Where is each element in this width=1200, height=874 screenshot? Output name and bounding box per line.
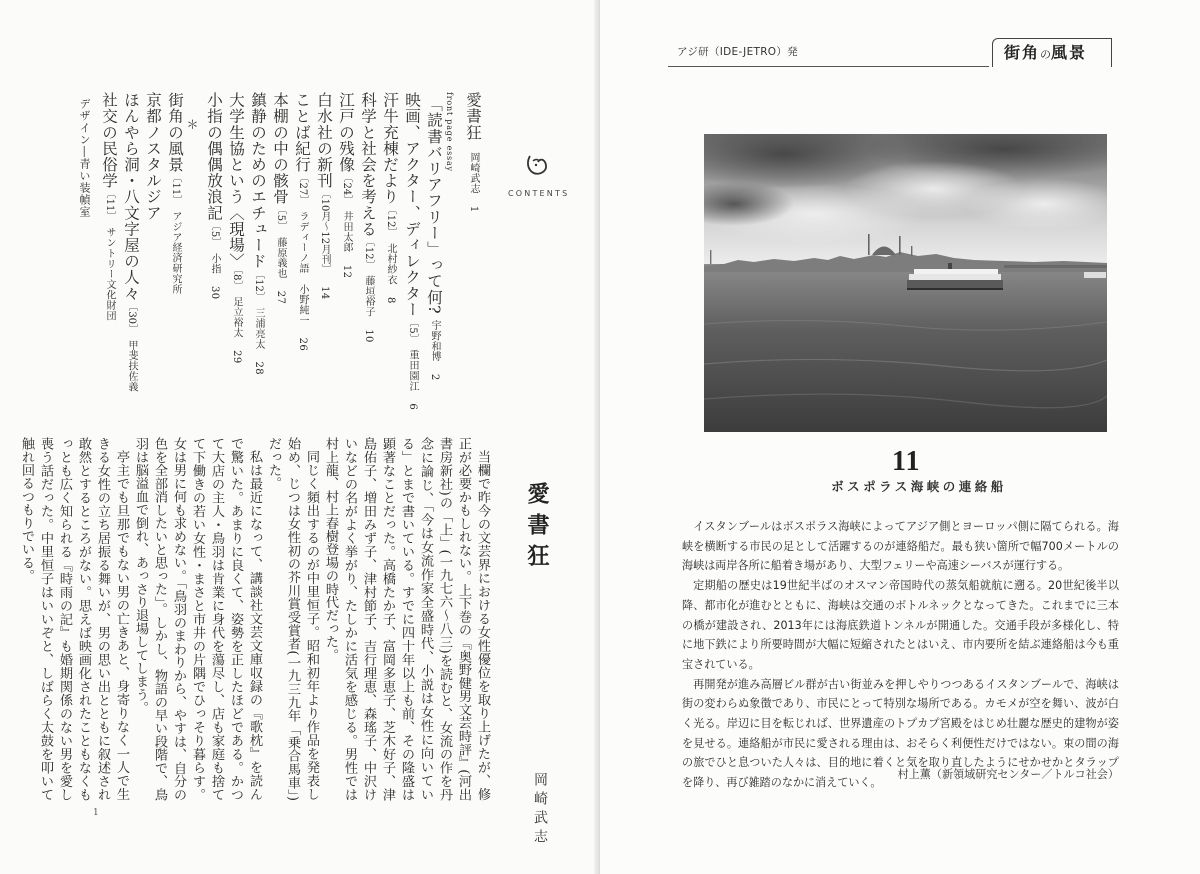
- article-paragraph: 再開発が進み高層ビル群が古い街並みを押しやりつつあるイスタンブールで、海峡は街の変わらぬ象徴であり、市民にとって特別な場所である。カモメが空を舞い、波が白く光る。岸辺に目を転じれば、世界遺産のトプカプ宮殿をはじめ壮麗な歴史的建物が姿を見せる。連絡船が市民に愛される理由は、おそらく利便性だけではない。束の間の海の旅でひと息ついた人々は、目的地に着くと気を取り直したようにせかせかとタラップを降り、再び雑踏のなかに消えていく。: [682, 677, 1119, 790]
- essay-title: 愛書狂: [524, 482, 550, 575]
- toc-ad: 街角の風景〔11〕アジア経済研究所: [166, 92, 184, 295]
- toc-aishokyo: 愛書狂岡崎武志1: [464, 92, 482, 213]
- essay-paragraph: 亭主でも旦那でもない男の亡きあと、身寄りなく一人で生きる女性の立ち居振る舞いが、男の思い出とともに叙述され敢然とするところがない。思えば映画化されたこともなくもっとも広く知られる『時雨の記』も婚期関係のない男を愛し喪う話だった。中里恒子はいいぞと、しばらく太鼓を叩いて触れ回るつもりでいる。: [19, 437, 129, 801]
- article-title: ボスポラス海峡の連絡船: [831, 479, 1007, 494]
- essay-author: 岡崎武志: [532, 772, 548, 848]
- toc-design-credit: デザイン―青い装幀室: [78, 98, 91, 218]
- photo-bosporus-ferry: [704, 134, 1107, 432]
- source-tag: アジ研（IDE-JETRO）発: [677, 46, 798, 58]
- toc-entry: ことば紀行〔27〕ラディーノ語 小野純一26: [293, 92, 311, 352]
- column-number: 11: [892, 446, 921, 477]
- contents-label: CONTENTS: [508, 189, 570, 198]
- toc-entry: 白水社の新刊〔10月〜12月刊〕14: [315, 92, 333, 300]
- essay-paragraph: 同じく頻出するのが中里恒子。昭和初年より作品を発表し始め、じつは女性初の芥川賞受賞者(一九三九年「乗合馬車」)だった。: [266, 437, 319, 801]
- toc-front-essay-title: 「読書バリアフリー」って何?宇野和博2: [425, 96, 443, 381]
- toc-entry: 大学生協という〈現場〉〔8〕足立裕太29: [227, 92, 245, 364]
- toc-entry: 映画、アクター、ディレクター〔5〕重田園江6: [403, 92, 421, 411]
- toc-entry: 科学と社会を考える〔12〕藤垣裕子10: [359, 92, 377, 343]
- toc-ad: 社交の民俗学〔11〕サントリー文化財団: [100, 92, 118, 321]
- toc-ad: ほんやら洞・八文字屋の人々〔30〕甲斐扶佐義: [122, 92, 140, 393]
- toc-entry: 汗牛充棟だより〔12〕北村紗衣8: [381, 92, 399, 304]
- essay-body: [19, 437, 492, 801]
- toc-asterisk: ＊: [185, 118, 199, 130]
- article-byline: 村上薫（新領域研究センター／トルコ社会）: [897, 768, 1119, 781]
- toc-ad: 京都ノスタルジア: [144, 92, 162, 221]
- series-title: 街角の風景: [1004, 43, 1088, 62]
- toc-entry: 小指の偶偶放浪記〔5〕小指30: [205, 92, 223, 300]
- toc-entry: 江戸の残像〔24〕井田太郎12: [337, 92, 355, 279]
- article-paragraph: イスタンブールはボスポラス海峡によってアジア側とヨーロッパ側に隔てられる。海峡を横断する市民の足として活躍するのが連絡船だ。最も狭い箇所で幅700メートルの海峡は両岸各所に船着き場があり、大型フェリーや高速シーバスが運行する。: [682, 520, 1119, 573]
- page-number: 1: [93, 808, 99, 818]
- essay-paragraph: 私は最近になって、講談社文芸文庫収録の『歌枕』を読んで驚いた。あまりに良くて、姿勢を正したほどである。かつて大店の主人・鳥羽は肯業に身代を蕩尽し、店も家庭も捨てて下働きの若い女性・まさと市井の片隅でひっそり暮らす。女は男に何も求めない。「鳥羽のまわりから、やすは、自分の色を全部消したいと思った」。しかし、物語の早い段階で、鳥羽は脳溢血で倒れ、あっさり退場してしまう。: [133, 437, 262, 801]
- left-page: CONTENTS 愛書狂岡崎武志1 front page essay 「読書バリアフリー」って何?宇野和博2 映画、アクター、ディレクター〔5〕重田園江6 汗牛充棟だより〔12〕北村紗衣8 科学と社会を考える〔12〕藤垣裕子10 江戸の残像〔24〕井田太郎12 白水社の新刊〔10月〜12月刊〕14 ことば紀行〔27〕ラディーノ語 小野純一26 本棚の中の骸骨〔5〕藤原義也27 鎮静のためのエチュード〔12〕三浦亮太28 大学生協という〈現場〉〔8〕足立裕太29 小指の偶偶放浪記〔5〕小指30 ＊ 街角の風景〔11〕アジア経済研究所 京都ノスタルジア ほんやら洞・八文字屋の人々〔30〕甲斐扶佐義 社交の民俗学〔11〕サントリー文化財団 デザイン―青い装幀室 愛書狂 岡崎武志 当欄で昨今の文芸界における女性優位を取り上げたが、修正が必要かもしれない。上下巻の『奥野健男文芸時評』(河出書房新社)の「上」(一九七六〜八三)を読むと、女流の作を丹念に論じ、「今は女流作家全盛時代、小説は女性に向いている」とまで書いている。すでに四十年以上も前、その隆盛は顕著なことだった。高橋たか子、富岡多恵子、芝木好子、津島佑子、増田みず子、津村節子、吉行理恵、森瑤子、中沢けいなどの名がよく挙がり、たしかに活気を感じる。男性では村上龍、村上春樹登場の時代だった。 同じく頻出するのが中里恒子。昭和初年より作品を発表し始め、じつは女性初の芥川賞受賞者(一九三九年「乗合馬車」)だった。 私は最近になって、講談社文芸文庫収録の『歌枕』を読んで驚いた。あまりに良くて、姿勢を正したほどである。かつて大店の主人・鳥羽は肯業に身代を蕩尽し、店も家庭も捨てて下働きの若い女性・まさと市井の片隅でひっそり暮らす。女は男に何も求めない。「鳥羽のまわりから、やすは、自分の色を全部消したいと思った」。しかし、物語の早い段階で、鳥羽は脳溢血で倒れ、あっさり退場してしまう。 亭主でも旦那でもない男の亡きあと、身寄りなく一人で生きる女性の立ち居振る舞いが、男の思い出とともに叙述され敢然とするところがない。思えば映画化されたこともなくもっとも広く知られる『時雨の記』も婚期関係のない男を愛し喪う話だった。中里恒子はいいぞと、しばらく太鼓を叩いて触れ回るつもりでいる。 1: [0, 0, 598, 874]
- toc-entry: 鎮静のためのエチュード〔12〕三浦亮太28: [249, 92, 267, 375]
- article-body: [682, 517, 1119, 793]
- bird-logo-icon: [524, 152, 550, 178]
- toc-entry: 本棚の中の骸骨〔5〕藤原義也27: [271, 92, 289, 305]
- essay-paragraph: 当欄で昨今の文芸界における女性優位を取り上げたが、修正が必要かもしれない。上下巻の『奥野健男文芸時評』(河出書房新社)の「上」(一九七六〜八三)を読むと、女流の作を丹念に論じ、「今は女流作家全盛時代、小説は女性に向いている」とまで書いている。すでに四十年以上も前、その隆盛は顕著なことだった。高橋たか子、富岡多恵子、芝木好子、津島佑子、増田みず子、津村節子、吉行理恵、森瑤子、中沢けいなどの名がよく挙がり、たしかに活気を感じる。男性では村上龍、村上春樹登場の時代だった。: [323, 437, 490, 801]
- header-rule: [668, 66, 989, 67]
- article-paragraph: 定期船の歴史は19世紀半ばのオスマン帝国時代の蒸気船就航に遡る。20世紀後半以降、都市化が進むとともに、海峡は交通のボトルネックとなってきた。これまでに三本の橋が建設され、2013年には海底鉄道トンネルが開通した。交通手段が多様化し、特に地下鉄により所要時間が大幅に短縮されたとはいえ、市内要所を結ぶ連絡船は今も重宝されている。: [682, 579, 1119, 671]
